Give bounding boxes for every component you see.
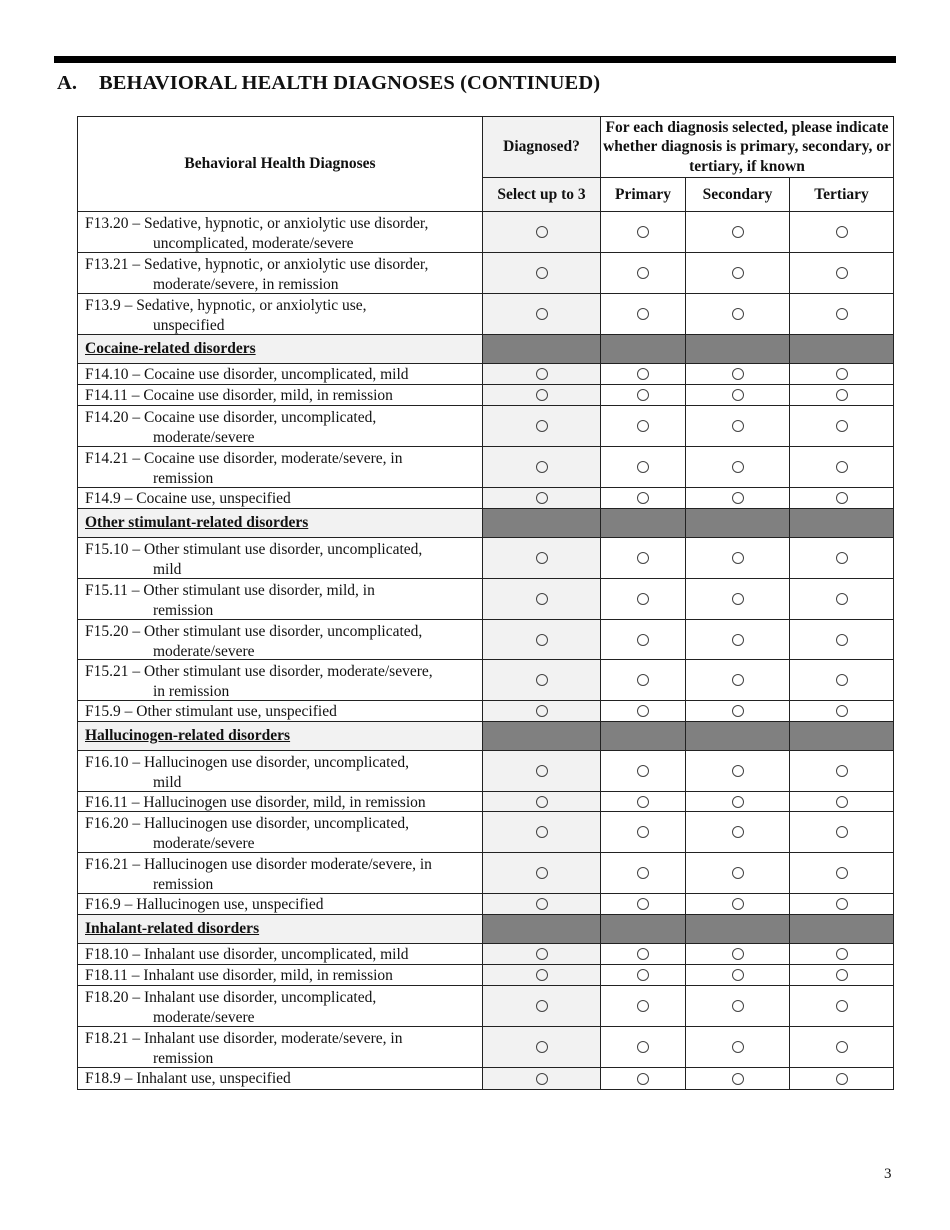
primary-radio-icon[interactable] (637, 898, 649, 910)
diagnosis-code-text: F15.9 – Other stimulant use, unspecified (85, 703, 337, 720)
section-letter: A. (57, 72, 78, 94)
secondary-radio-icon[interactable] (732, 867, 744, 879)
diagnosis-code-text: F18.20 – Inhalant use disorder, uncomplicated, (85, 989, 377, 1006)
primary-cell (600, 791, 686, 812)
diagnosed-cell (482, 893, 601, 915)
diagnosed-radio-icon[interactable] (536, 765, 548, 777)
diagnosed-radio-icon[interactable] (536, 1041, 548, 1053)
diagnosed-radio-icon[interactable] (536, 969, 548, 981)
header-secondary: Secondary (685, 177, 790, 212)
diagnosis-code-text: F13.20 – Sedative, hypnotic, or anxiolytic use disorder, (85, 215, 429, 232)
diagnosed-cell (482, 659, 601, 701)
diagnosed-cell (482, 811, 601, 853)
tertiary-cell (789, 791, 894, 812)
diagnosis-code-text: F14.20 – Cocaine use disorder, uncomplicated, (85, 409, 377, 426)
diagnosis-label (77, 1026, 483, 1068)
primary-radio-icon[interactable] (637, 593, 649, 605)
secondary-cell (685, 405, 790, 447)
tertiary-cell (789, 578, 894, 620)
primary-cell (600, 852, 686, 894)
tertiary-cell (789, 252, 894, 294)
diagnosis-code-text: F15.10 – Other stimulant use disorder, uncomplicated, (85, 541, 423, 558)
diagnosed-radio-icon[interactable] (536, 1073, 548, 1085)
secondary-cell (685, 659, 790, 701)
primary-radio-icon[interactable] (637, 552, 649, 564)
diagnosed-cell (482, 943, 601, 965)
diagnosed-cell (482, 700, 601, 722)
diagnosed-cell (482, 964, 601, 986)
diagnosis-label (77, 791, 483, 812)
diagnosed-radio-icon[interactable] (536, 420, 548, 432)
tertiary-radio-icon[interactable] (836, 492, 848, 504)
secondary-radio-icon[interactable] (732, 948, 744, 960)
diagnosis-label (77, 293, 483, 335)
header-tertiary: Tertiary (789, 177, 894, 212)
diagnosed-radio-icon[interactable] (536, 461, 548, 473)
section-fill-cell (482, 914, 601, 944)
diagnosis-code-text: F18.10 – Inhalant use disorder, uncomplicated, mild (85, 946, 409, 963)
diagnosis-continuation-text: remission (153, 469, 214, 487)
primary-radio-icon[interactable] (637, 461, 649, 473)
header-diagnoses: Behavioral Health Diagnoses (77, 116, 483, 212)
diagnosis-continuation-text: moderate/severe (153, 642, 255, 660)
diagnosed-radio-icon[interactable] (536, 593, 548, 605)
header-select-up-to-3: Select up to 3 (482, 177, 601, 212)
primary-cell (600, 659, 686, 701)
diagnosed-cell (482, 578, 601, 620)
section-fill-cell (685, 721, 790, 751)
diagnosed-radio-icon[interactable] (536, 705, 548, 717)
secondary-cell (685, 1026, 790, 1068)
diagnosis-label (77, 852, 483, 894)
secondary-cell (685, 852, 790, 894)
primary-radio-icon[interactable] (637, 705, 649, 717)
secondary-radio-icon[interactable] (732, 898, 744, 910)
tertiary-cell (789, 363, 894, 385)
primary-cell (600, 985, 686, 1027)
diagnosis-continuation-text: in remission (153, 682, 230, 700)
diagnosis-continuation-text: moderate/severe, in remission (153, 275, 339, 293)
tertiary-radio-icon[interactable] (836, 765, 848, 777)
diagnosis-continuation-text: uncomplicated, moderate/severe (153, 234, 354, 252)
diagnosis-code-text: F14.21 – Cocaine use disorder, moderate/severe, in (85, 450, 403, 467)
primary-radio-icon[interactable] (637, 765, 649, 777)
secondary-cell (685, 750, 790, 792)
secondary-cell (685, 893, 790, 915)
diagnosed-radio-icon[interactable] (536, 634, 548, 646)
tertiary-cell (789, 446, 894, 488)
primary-radio-icon[interactable] (637, 674, 649, 686)
diagnosis-label (77, 750, 483, 792)
section-fill-cell (600, 334, 686, 364)
section-header: Cocaine-related disorders (77, 334, 483, 364)
tertiary-cell (789, 384, 894, 406)
diagnosed-cell (482, 537, 601, 579)
diagnosis-code-text: F16.9 – Hallucinogen use, unspecified (85, 896, 324, 913)
diagnosis-continuation-text: mild (153, 773, 182, 791)
diagnosis-label (77, 619, 483, 660)
diagnosis-code-text: F13.21 – Sedative, hypnotic, or anxiolytic use disorder, (85, 256, 429, 273)
diagnosed-radio-icon[interactable] (536, 826, 548, 838)
secondary-radio-icon[interactable] (732, 765, 744, 777)
diagnosed-cell (482, 487, 601, 509)
tertiary-cell (789, 700, 894, 722)
primary-cell (600, 537, 686, 579)
secondary-cell (685, 619, 790, 660)
tertiary-cell (789, 750, 894, 792)
tertiary-cell (789, 659, 894, 701)
diagnosis-label (77, 700, 483, 722)
section-fill-cell (600, 508, 686, 538)
section-fill-cell (482, 508, 601, 538)
diagnosed-radio-icon[interactable] (536, 267, 548, 279)
diagnosis-continuation-text: remission (153, 601, 214, 619)
tertiary-radio-icon[interactable] (836, 948, 848, 960)
diagnosis-code-text: F18.11 – Inhalant use disorder, mild, in remission (85, 967, 393, 984)
tertiary-radio-icon[interactable] (836, 796, 848, 808)
diagnosis-label (77, 363, 483, 385)
diagnosis-continuation-text: moderate/severe (153, 834, 255, 852)
diagnosed-radio-icon[interactable] (536, 867, 548, 879)
secondary-cell (685, 252, 790, 294)
primary-cell (600, 750, 686, 792)
diagnosis-label (77, 964, 483, 986)
diagnosed-cell (482, 363, 601, 385)
secondary-radio-icon[interactable] (732, 1000, 744, 1012)
diagnosis-code-text: F15.21 – Other stimulant use disorder, moderate/severe, (85, 663, 433, 680)
diagnosed-radio-icon[interactable] (536, 308, 548, 320)
secondary-radio-icon[interactable] (732, 420, 744, 432)
primary-radio-icon[interactable] (637, 1041, 649, 1053)
diagnosis-label (77, 943, 483, 965)
secondary-radio-icon[interactable] (732, 1073, 744, 1085)
section-fill-cell (789, 334, 894, 364)
tertiary-cell (789, 405, 894, 447)
secondary-cell (685, 811, 790, 853)
diagnosis-continuation-text: moderate/severe (153, 428, 255, 446)
section-fill-cell (482, 721, 601, 751)
diagnosed-cell (482, 293, 601, 335)
section-fill-cell (685, 508, 790, 538)
secondary-radio-icon[interactable] (732, 826, 744, 838)
primary-cell (600, 943, 686, 965)
diagnosis-label (77, 811, 483, 853)
diagnosed-cell (482, 1067, 601, 1090)
primary-cell (600, 578, 686, 620)
tertiary-radio-icon[interactable] (836, 368, 848, 380)
primary-radio-icon[interactable] (637, 226, 649, 238)
page-number: 3 (884, 1166, 892, 1182)
secondary-radio-icon[interactable] (732, 634, 744, 646)
section-title: BEHAVIORAL HEALTH DIAGNOSES (CONTINUED) (99, 72, 601, 94)
secondary-radio-icon[interactable] (732, 969, 744, 981)
secondary-radio-icon[interactable] (732, 492, 744, 504)
tertiary-cell (789, 537, 894, 579)
diagnosis-code-text: F18.9 – Inhalant use, unspecified (85, 1070, 291, 1087)
secondary-cell (685, 578, 790, 620)
diagnosed-cell (482, 852, 601, 894)
diagnosed-cell (482, 211, 601, 253)
primary-radio-icon[interactable] (637, 492, 649, 504)
secondary-cell (685, 363, 790, 385)
primary-radio-icon[interactable] (637, 420, 649, 432)
tertiary-radio-icon[interactable] (836, 226, 848, 238)
primary-radio-icon[interactable] (637, 1073, 649, 1085)
page-title (57, 72, 600, 95)
tertiary-cell (789, 1067, 894, 1090)
primary-cell (600, 811, 686, 853)
tertiary-cell (789, 487, 894, 509)
primary-radio-icon[interactable] (637, 826, 649, 838)
primary-radio-icon[interactable] (637, 969, 649, 981)
diagnosed-radio-icon[interactable] (536, 948, 548, 960)
secondary-cell (685, 943, 790, 965)
primary-cell (600, 1067, 686, 1090)
secondary-cell (685, 985, 790, 1027)
secondary-radio-icon[interactable] (732, 226, 744, 238)
diagnosed-cell (482, 405, 601, 447)
primary-cell (600, 1026, 686, 1068)
secondary-radio-icon[interactable] (732, 552, 744, 564)
diagnosis-label (77, 893, 483, 915)
primary-cell (600, 893, 686, 915)
diagnosis-label (77, 252, 483, 294)
section-header: Other stimulant-related disorders (77, 508, 483, 538)
primary-radio-icon[interactable] (637, 634, 649, 646)
diagnosis-code-text: F16.10 – Hallucinogen use disorder, uncomplicated, (85, 754, 409, 771)
tertiary-radio-icon[interactable] (836, 705, 848, 717)
primary-cell (600, 252, 686, 294)
primary-cell (600, 405, 686, 447)
tertiary-cell (789, 1026, 894, 1068)
diagnosed-cell (482, 619, 601, 660)
diagnosed-cell (482, 750, 601, 792)
diagnosis-code-text: F16.20 – Hallucinogen use disorder, uncomplicated, (85, 815, 409, 832)
primary-cell (600, 446, 686, 488)
secondary-cell (685, 700, 790, 722)
diagnosed-cell (482, 384, 601, 406)
tertiary-radio-icon[interactable] (836, 826, 848, 838)
section-fill-cell (685, 914, 790, 944)
tertiary-radio-icon[interactable] (836, 674, 848, 686)
diagnosed-radio-icon[interactable] (536, 368, 548, 380)
section-header: Inhalant-related disorders (77, 914, 483, 944)
primary-radio-icon[interactable] (637, 389, 649, 401)
secondary-radio-icon[interactable] (732, 368, 744, 380)
section-fill-cell (600, 914, 686, 944)
diagnosis-label (77, 659, 483, 701)
diagnosis-label (77, 537, 483, 579)
diagnosis-label (77, 985, 483, 1027)
section-header: Hallucinogen-related disorders (77, 721, 483, 751)
diagnosed-radio-icon[interactable] (536, 674, 548, 686)
secondary-cell (685, 211, 790, 253)
secondary-radio-icon[interactable] (732, 267, 744, 279)
top-rule (54, 56, 896, 63)
section-fill-cell (600, 721, 686, 751)
diagnosed-radio-icon[interactable] (536, 389, 548, 401)
primary-radio-icon[interactable] (637, 308, 649, 320)
secondary-cell (685, 791, 790, 812)
secondary-radio-icon[interactable] (732, 461, 744, 473)
diagnosed-cell (482, 791, 601, 812)
secondary-cell (685, 293, 790, 335)
diagnosis-code-text: F15.20 – Other stimulant use disorder, uncomplicated, (85, 623, 423, 640)
diagnosed-radio-icon[interactable] (536, 898, 548, 910)
primary-cell (600, 211, 686, 253)
primary-cell (600, 363, 686, 385)
tertiary-radio-icon[interactable] (836, 420, 848, 432)
header-diagnosed: Diagnosed? (482, 116, 601, 178)
diagnosis-label (77, 211, 483, 253)
primary-cell (600, 700, 686, 722)
secondary-cell (685, 384, 790, 406)
secondary-cell (685, 1067, 790, 1090)
secondary-cell (685, 446, 790, 488)
tertiary-radio-icon[interactable] (836, 969, 848, 981)
header-primary: Primary (600, 177, 686, 212)
diagnosis-code-text: F16.21 – Hallucinogen use disorder moderate/severe, in (85, 856, 432, 873)
tertiary-radio-icon[interactable] (836, 867, 848, 879)
section-fill-cell (789, 721, 894, 751)
tertiary-cell (789, 293, 894, 335)
diagnosed-radio-icon[interactable] (536, 796, 548, 808)
diagnosis-label (77, 405, 483, 447)
diagnosis-label (77, 384, 483, 406)
primary-radio-icon[interactable] (637, 267, 649, 279)
diagnosis-label (77, 487, 483, 509)
tertiary-radio-icon[interactable] (836, 593, 848, 605)
section-fill-cell (789, 508, 894, 538)
diagnosis-code-text: F18.21 – Inhalant use disorder, moderate/severe, in (85, 1030, 403, 1047)
diagnosis-code-text: F14.10 – Cocaine use disorder, uncomplicated, mild (85, 366, 409, 383)
diagnosis-code-text: F14.11 – Cocaine use disorder, mild, in remission (85, 387, 393, 404)
secondary-radio-icon[interactable] (732, 674, 744, 686)
primary-radio-icon[interactable] (637, 796, 649, 808)
secondary-cell (685, 964, 790, 986)
diagnosis-code-text: F16.11 – Hallucinogen use disorder, mild, in remission (85, 794, 426, 811)
diagnosed-radio-icon[interactable] (536, 552, 548, 564)
secondary-radio-icon[interactable] (732, 796, 744, 808)
diagnosed-cell (482, 446, 601, 488)
diagnosis-continuation-text: unspecified (153, 316, 225, 334)
tertiary-radio-icon[interactable] (836, 634, 848, 646)
tertiary-cell (789, 893, 894, 915)
diagnosis-continuation-text: moderate/severe (153, 1008, 255, 1026)
primary-radio-icon[interactable] (637, 948, 649, 960)
secondary-radio-icon[interactable] (732, 593, 744, 605)
tertiary-radio-icon[interactable] (836, 1000, 848, 1012)
primary-cell (600, 384, 686, 406)
secondary-radio-icon[interactable] (732, 308, 744, 320)
tertiary-radio-icon[interactable] (836, 898, 848, 910)
primary-cell (600, 293, 686, 335)
primary-cell (600, 487, 686, 509)
primary-cell (600, 964, 686, 986)
tertiary-cell (789, 985, 894, 1027)
header-instruction: For each diagnosis selected, please indicate whether diagnosis is primary, secondary, or tertiary, if known (600, 116, 894, 178)
tertiary-radio-icon[interactable] (836, 267, 848, 279)
diagnosis-code-text: F14.9 – Cocaine use, unspecified (85, 490, 291, 507)
primary-radio-icon[interactable] (637, 368, 649, 380)
diagnosed-cell (482, 985, 601, 1027)
secondary-radio-icon[interactable] (732, 389, 744, 401)
secondary-radio-icon[interactable] (732, 705, 744, 717)
tertiary-cell (789, 811, 894, 853)
diagnosis-continuation-text: mild (153, 560, 182, 578)
diagnosed-cell (482, 1026, 601, 1068)
tertiary-radio-icon[interactable] (836, 308, 848, 320)
secondary-radio-icon[interactable] (732, 1041, 744, 1053)
tertiary-cell (789, 852, 894, 894)
primary-radio-icon[interactable] (637, 1000, 649, 1012)
diagnosed-cell (482, 252, 601, 294)
tertiary-radio-icon[interactable] (836, 1041, 848, 1053)
tertiary-radio-icon[interactable] (836, 1073, 848, 1085)
diagnosed-radio-icon[interactable] (536, 226, 548, 238)
diagnosed-radio-icon[interactable] (536, 492, 548, 504)
section-fill-cell (685, 334, 790, 364)
diagnosed-radio-icon[interactable] (536, 1000, 548, 1012)
diagnosis-label (77, 446, 483, 488)
section-fill-cell (482, 334, 601, 364)
primary-cell (600, 619, 686, 660)
tertiary-cell (789, 619, 894, 660)
section-fill-cell (789, 914, 894, 944)
diagnosis-code-text: F13.9 – Sedative, hypnotic, or anxiolytic use, (85, 297, 367, 314)
tertiary-radio-icon[interactable] (836, 552, 848, 564)
tertiary-cell (789, 211, 894, 253)
diagnosis-code-text: F15.11 – Other stimulant use disorder, mild, in (85, 582, 375, 599)
secondary-cell (685, 537, 790, 579)
tertiary-radio-icon[interactable] (836, 461, 848, 473)
secondary-cell (685, 487, 790, 509)
tertiary-radio-icon[interactable] (836, 389, 848, 401)
diagnosis-label (77, 578, 483, 620)
diagnosis-continuation-text: remission (153, 875, 214, 893)
tertiary-cell (789, 943, 894, 965)
diagnosis-label (77, 1067, 483, 1090)
primary-radio-icon[interactable] (637, 867, 649, 879)
tertiary-cell (789, 964, 894, 986)
diagnosis-continuation-text: remission (153, 1049, 214, 1067)
